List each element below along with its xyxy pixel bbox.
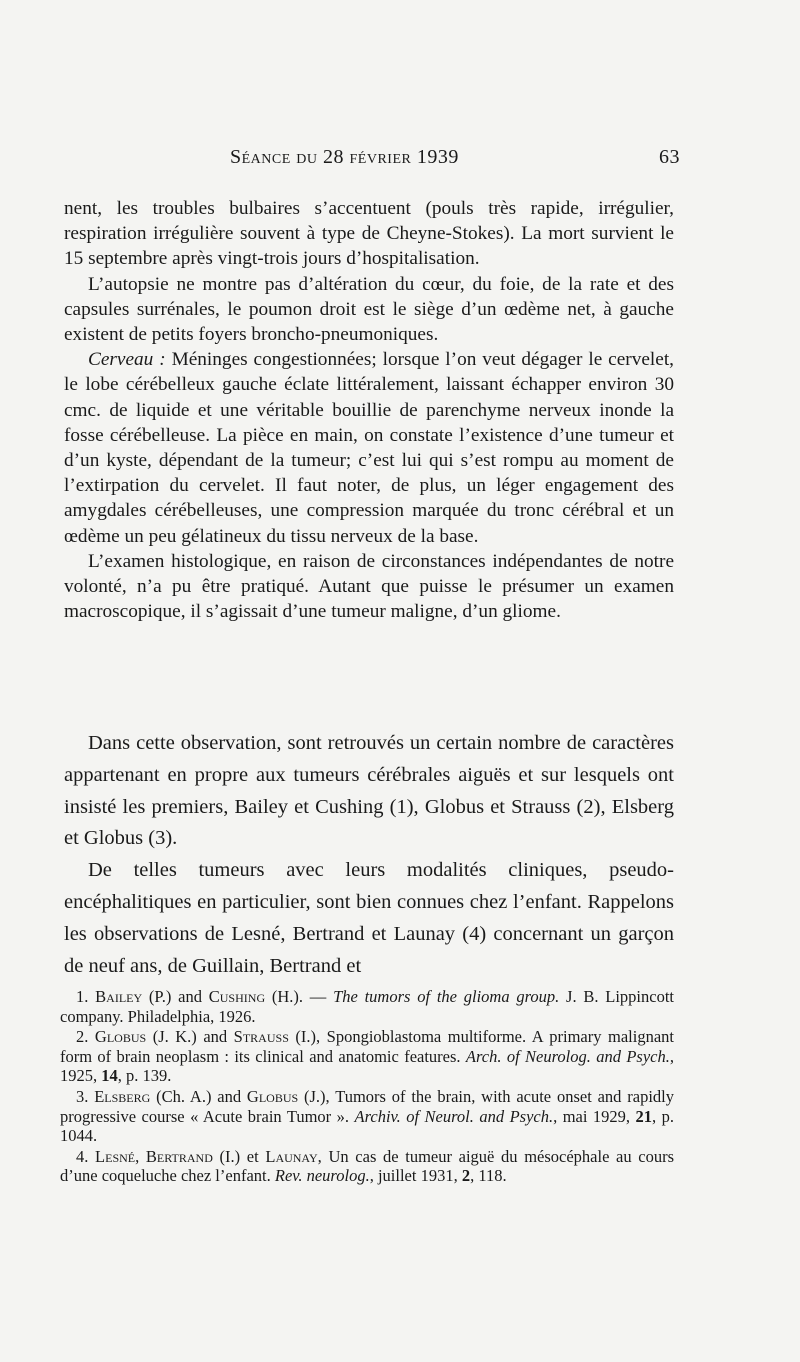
footnote-2: 2. Globus (J. K.) and Strauss (I.), Spongioblastoma multiforme. A primary malignant form of brain neoplasm : its clinical and anatomic features. Arch. of Neurolog. and Psych., 1925, 14, p. 139. xyxy=(60,1027,674,1086)
paragraph: De telles tumeurs avec leurs modalités cliniques, pseudo-encéphalitiques en particulier, sont bien connues chez l’enfant. Rappelons les observations de Lesné, Bertrand et Launay (4) concernant un garçon de neuf ans, de Guillain, Bertrand et xyxy=(64,859,674,977)
footnote-3: 3. Elsberg (Ch. A.) and Globus (J.), Tumors of the brain, with acute onset and rapidly progressive course « Acute brain Tumor ». Archiv. of Neurol. and Psych., mai 1929, 21, p. 1044. xyxy=(60,1086,675,1146)
footnotes xyxy=(60,987,674,1187)
paragraph: Dans cette observation, sont retrouvés un certain nombre de caractères appartenant en propre aux tumeurs cérébrales aiguës et sur lesquels ont insisté les premiers, Bailey et Cushing (1), Globus et Strauss (2), Elsberg et Globus (3). xyxy=(64,732,674,850)
body-small-text xyxy=(64,196,674,624)
body-large-text xyxy=(64,728,674,982)
paragraph: Cerveau : Méninges congestionnées; lorsque l’on veut dégager le cervelet, le lobe cérébelleux gauche éclate littéralement, laissant échapper environ 30 cmc. de liquide et une véritable bouillie de parenchyme nerveux inonde la fosse cérébelleuse. La pièce en main, on constate l’existence d’une tumeur et d’un kyste, dépendant de la tumeur; c’est lui qui s’est rompu au moment de l’extirpation du cervelet. Il faut noter, de plus, un léger engagement des amygdales cérébelleuses, une compression marquée du tronc cérébral et un œdème un peu gélatineux du tissu nerveux de la base. xyxy=(64,349,674,547)
paragraph: nent, les troubles bulbaires s’accentuent (pouls très rapide, irrégulier, respiration irrégulière souvent à type de Cheyne-Stokes). La mort survient le 15 septembre après vingt-trois jours d’hospitalisation. xyxy=(64,198,674,270)
paragraph: L’autopsie ne montre pas d’altération du cœur, du foie, de la rate et des capsules surrénales, le poumon droit est le siège d’un œdème net, à gauche existent de petits foyers broncho-pneumoniques. xyxy=(64,273,674,346)
page-number: 63 xyxy=(659,146,680,168)
footnote-4: 4. Lesné, Bertrand (I.) et Launay, Un cas de tumeur aiguë du mésocéphale au cours d’une coqueluche chez l’enfant. Rev. neurolog., juillet 1931, 2, 118. xyxy=(60,1146,675,1186)
footnote-1: 1. Bailey (P.) and Cushing (H.). — The tumors of the glioma group. J. B. Lippincott company. Philadelphia, 1926. xyxy=(60,987,675,1026)
paragraph: L’examen histologique, en raison de circonstances indépendantes de notre volonté, n’a pu être pratiqué. Autant que puisse le présumer un examen macroscopique, il s’agissait d’une tumeur maligne, d’un gliome. xyxy=(64,550,674,623)
section-label: Cerveau : xyxy=(88,349,166,371)
running-title: Séance du 28 février 1939 xyxy=(230,146,459,168)
